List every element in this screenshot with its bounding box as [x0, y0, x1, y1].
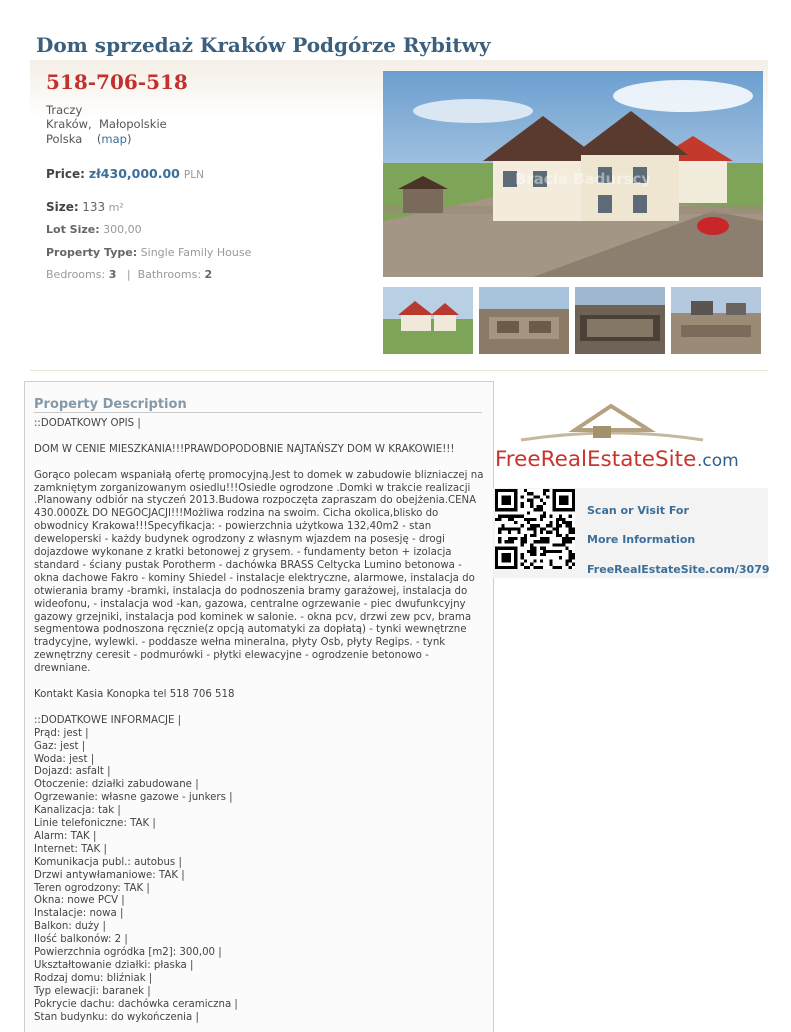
info-line: Pokrycie dachu: dachówka ceramiczna | — [34, 998, 238, 1010]
info-line: Typ elewacji: baranek | — [34, 985, 151, 997]
price-label: Price: — [46, 167, 85, 181]
rooms-row — [46, 268, 212, 281]
info-line: Woda: jest | — [34, 753, 95, 765]
info-line: Instalacje: nowa | — [34, 908, 124, 920]
site-logo[interactable] — [493, 400, 743, 476]
site-url-link[interactable]: FreeRealEstateSite.com/3079 — [587, 563, 770, 576]
property-type-value: Single Family House — [140, 246, 252, 259]
lot-size-label: Lot Size: — [46, 223, 100, 236]
description-heading: Property Description — [34, 397, 187, 412]
price-row — [46, 166, 204, 181]
lot-size-value: 300,00 — [103, 223, 142, 236]
contact-phone[interactable]: 518-706-518 — [46, 70, 188, 94]
bedrooms-label: Bedrooms: — [46, 268, 106, 281]
description-paragraph: Gorąco polecam wspaniałą ofertę promocyjną.Jest to domek w zabudowie blizniaczej na zamkniętym zorganizowanym osiedlu!!!Osiedle ogrodzone .Domki w trakcie realizacji .Planowany odbiór na styczeń 2013.Budowa rozpoczęta zapraszam do obejżenia.CENA 430.000ZŁ DO NEGOCJACJI!!!Możliwa rodzina na swoim. Cicha okolica,blisko do obwodnicy Krakowa!!!Specyfikacja: - powierzchnia użytkowa 132,40m2 - stan deweloperski - każdy budynek ogrodzony z własnym wjazdem na posesję - drogi dojazdowe wykonane z kratki betonowej z grysem. - fundamenty beton + izolacja standard - ściany pustak Porotherm - dachówka BRASS Celtycka Lumino betonowa - okna dachowe Fakro - kominy Shiedel - instalacje elektryczne, alarmowe, instalacja do otwierania bramy -bramki, instalacja do podnoszenia bramy garażowej, instalacja do wideofonu, - instalacja wod -kan, gazowa, centralne ogrzewanie - piec dwufunkcyjny gazowy grzejniki, instalacja pod kominek w salonie. - okna pcv, drzwi zew pcv, brama segmentowa podnoszona ręcznie(z opcją automatyki za dopłatą) - tynki wewnętrzne tradycyjne, wylewki. - poddasze wełna mineralna, płyty Osb, płyty Regips. - tynk zewnętrzny ceresit - podmurówki - płytki elewacyjne - ogrodzenie betonowo - drewniane. — [34, 469, 484, 675]
photo-watermark: Bracia Badurscy — [514, 170, 652, 188]
info-line: Drzwi antywłamaniowe: TAK | — [34, 869, 185, 881]
address-street: Traczy — [46, 103, 83, 117]
property-type-row — [46, 246, 251, 259]
property-type-label: Property Type: — [46, 246, 138, 259]
main-property-photo[interactable] — [383, 71, 763, 277]
bathrooms-value: 2 — [204, 268, 213, 281]
info-line: Ilość balkonów: 2 | — [34, 934, 128, 946]
info-line: Linie telefoniczne: TAK | — [34, 818, 156, 830]
page-title: Dom sprzedaż Kraków Podgórze Rybitwy — [36, 33, 491, 57]
info-line: Okna: nowe PCV | — [34, 895, 125, 907]
size-value: 133 — [82, 200, 106, 214]
thumbnail-3[interactable] — [575, 287, 665, 354]
info-line: Ogrzewanie: własne gazowe - junkers | — [34, 792, 233, 804]
address-country-line: Polska (map) — [46, 132, 132, 146]
description-body — [34, 418, 486, 1025]
info-line: Prąd: jest | — [34, 727, 89, 739]
size-label: Size: — [46, 200, 79, 214]
info-line: Otoczenie: działki zabudowane | — [34, 779, 199, 791]
thumbnail-1[interactable] — [383, 287, 473, 354]
info-line: Ukształtowanie działki: płaska | — [34, 960, 194, 971]
info-line: Stan budynku: do wykończenia | — [34, 1011, 199, 1023]
info-line: Teren ogrodzony: TAK | — [34, 882, 150, 894]
info-line: Powierzchnia ogródka [m2]: 300,00 | — [34, 947, 222, 959]
address-country: Polska — [46, 132, 83, 146]
more-info-text: More Information — [587, 533, 696, 546]
info-line: Balkon: duży | — [34, 921, 106, 933]
info-line: Rodzaj domu: bliźniak | — [34, 972, 153, 984]
rooms-separator: | — [126, 268, 131, 281]
logo-domain-suffix: .com — [697, 451, 739, 471]
price-currency: PLN — [183, 169, 204, 181]
size-row — [46, 200, 124, 214]
price-value: zł430,000.00 — [88, 166, 180, 181]
qr-code-icon[interactable] — [495, 489, 575, 573]
info-line: Dojazd: asfalt | — [34, 766, 111, 778]
info-heading: ::DODATKOWE INFORMACJE | — [34, 714, 182, 726]
map-link[interactable]: map — [101, 132, 127, 146]
info-line: Internet: TAK | — [34, 843, 107, 855]
info-line: Komunikacja publ.: autobus | — [34, 856, 182, 868]
description-paragraph: ::DODATKOWY OPIS | — [34, 418, 141, 429]
description-paragraph: DOM W CENIE MIESZKANIA!!!PRAWDOPODOBNIE NAJTAŃSZY DOM W KRAKOWIE!!! — [34, 443, 455, 455]
logo-brand-text: FreeRealEstateSite — [495, 447, 697, 472]
size-unit: m² — [108, 201, 124, 214]
description-divider — [34, 412, 482, 413]
description-paragraph: Kontakt Kasia Konopka tel 518 706 518 — [34, 688, 235, 700]
info-line: Gaz: jest | — [34, 740, 86, 752]
bathrooms-label: Bathrooms: — [137, 268, 202, 281]
info-line: Kanalizacja: tak | — [34, 805, 121, 817]
lot-size-row — [46, 223, 142, 236]
bedrooms-value: 3 — [108, 268, 117, 281]
scan-text: Scan or Visit For — [587, 504, 689, 517]
thumbnail-4[interactable] — [671, 287, 761, 354]
info-list — [34, 728, 486, 1025]
address-city: Kraków, — [46, 117, 92, 131]
address-region: Małopolskie — [98, 117, 167, 131]
thumbnail-2[interactable] — [479, 287, 569, 354]
info-line: Alarm: TAK | — [34, 830, 97, 842]
address-city-line — [46, 117, 167, 131]
